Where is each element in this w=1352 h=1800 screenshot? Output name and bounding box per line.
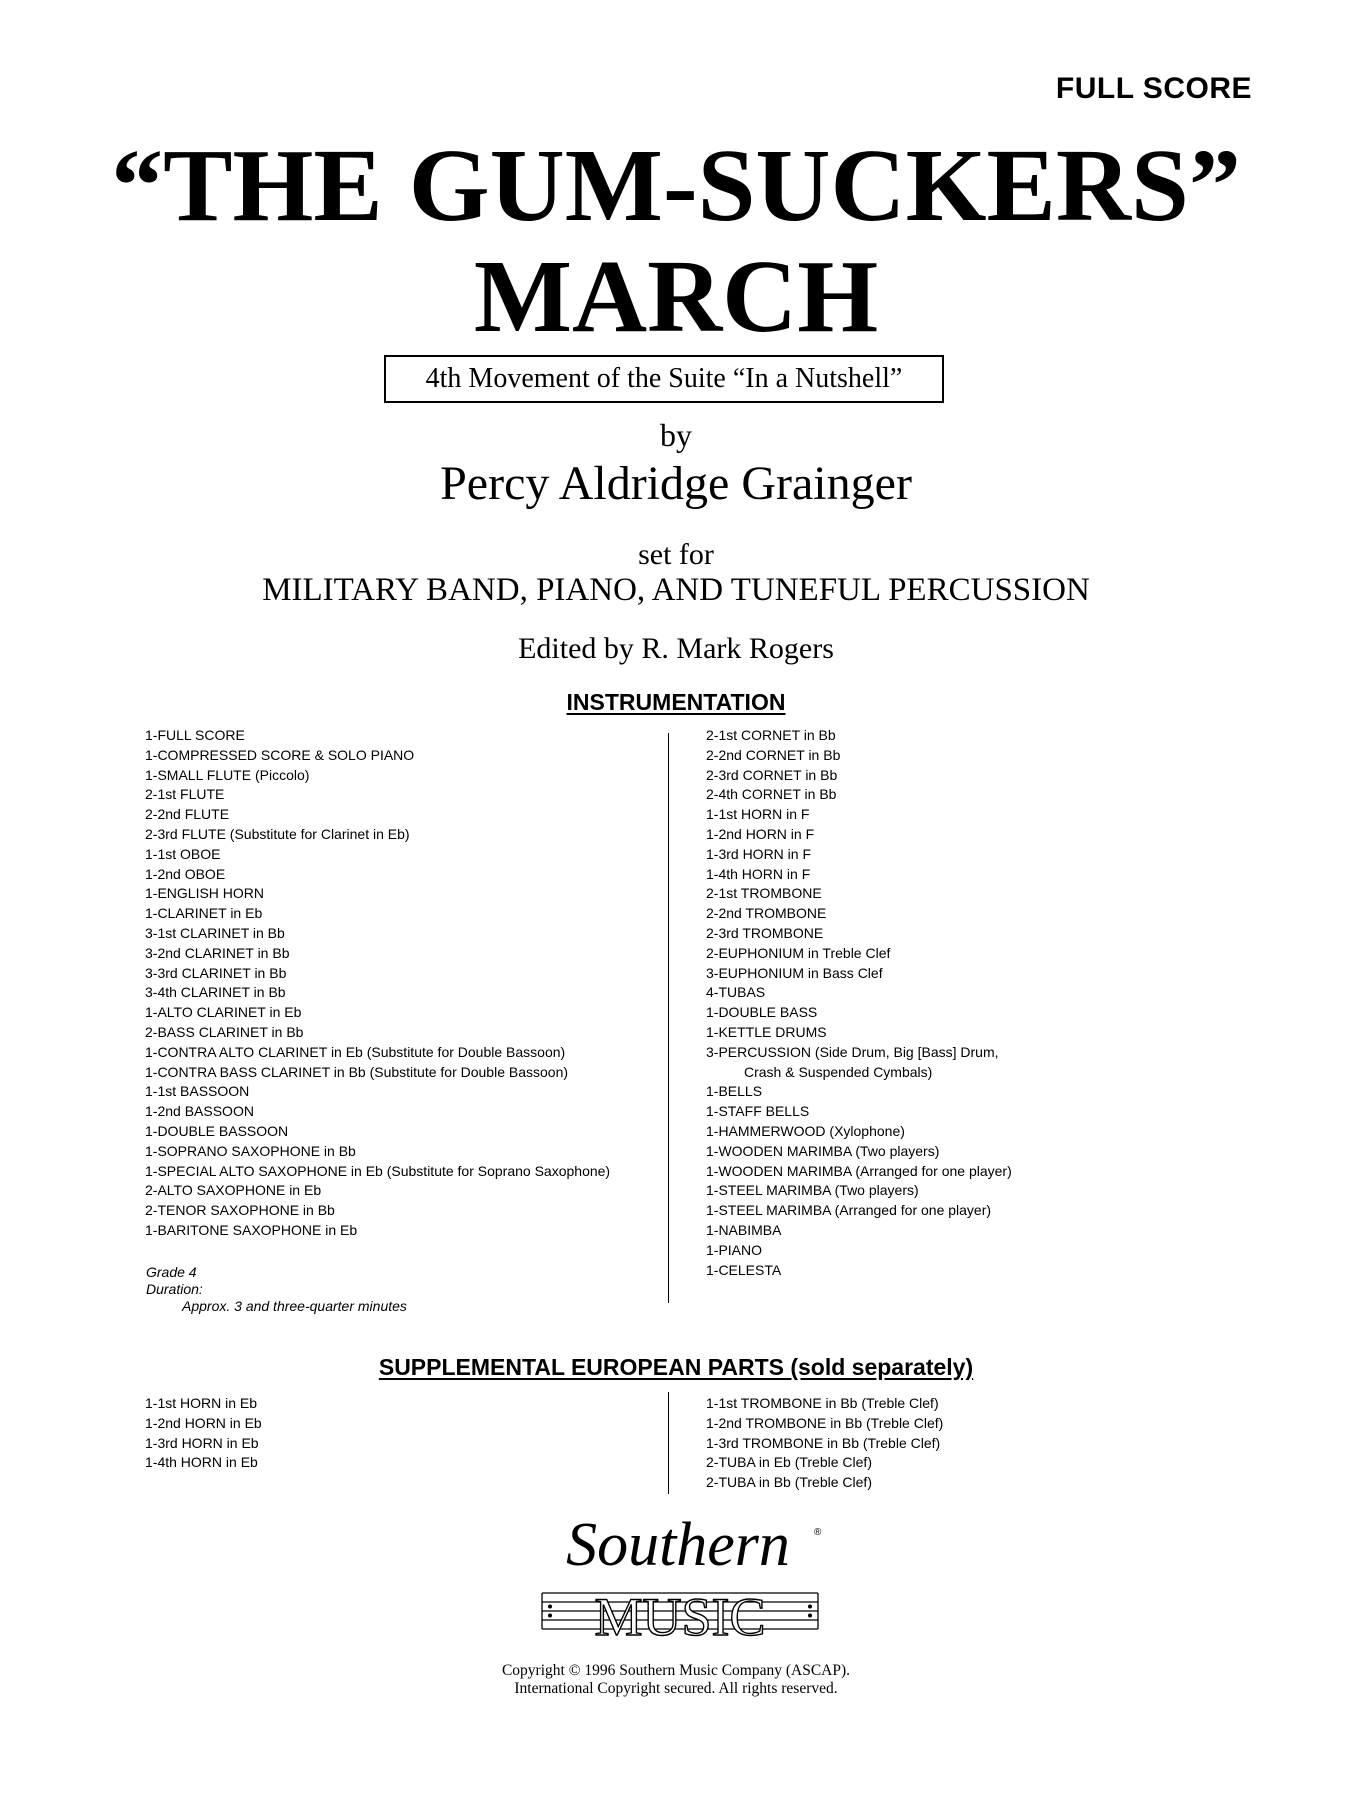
list-item: 1-3rd TROMBONE in Bb (Treble Clef) xyxy=(706,1434,941,1451)
list-item: 2-2nd TROMBONE xyxy=(706,905,827,922)
supplemental-left-column xyxy=(145,1394,262,1473)
list-item: 3-2nd CLARINET in Bb xyxy=(145,944,290,961)
list-item: 2-1st CORNET in Bb xyxy=(706,727,836,743)
title-line-1: “THE GUM-SUCKERS” xyxy=(111,128,1241,243)
logo-registered-mark: ® xyxy=(814,1527,822,1538)
set-for-text: set for xyxy=(638,538,714,571)
list-item: 1-1st OBOE xyxy=(145,845,221,862)
list-item: 1-BARITONE SAXOPHONE in Eb xyxy=(145,1221,358,1238)
list-item: 1-1st HORN in Eb xyxy=(145,1395,258,1411)
list-item: 1-CLARINET in Eb xyxy=(145,905,263,922)
list-item: 1-STEEL MARIMBA (Arranged for one player) xyxy=(706,1202,992,1219)
list-item: 1-HAMMERWOOD (Xylophone) xyxy=(706,1122,905,1139)
instrumentation-right-column xyxy=(706,726,1012,1280)
grade-info xyxy=(146,1264,407,1315)
list-item: 1-KETTLE DRUMS xyxy=(706,1023,827,1040)
ensemble-text: MILITARY BAND, PIANO, AND TUNEFUL PERCUSSION xyxy=(262,572,1090,608)
list-item: 1-SPECIAL ALTO SAXOPHONE in Eb (Substitute for Soprano Saxophone) xyxy=(145,1162,611,1179)
list-item: 2-3rd FLUTE (Substitute for Clarinet in Eb) xyxy=(145,825,410,842)
list-item: 2-3rd CORNET in Bb xyxy=(706,766,838,783)
supplemental-heading-text: SUPPLEMENTAL EUROPEAN PARTS (sold separately) xyxy=(378,1354,974,1380)
list-item: 1-WOODEN MARIMBA (Arranged for one player) xyxy=(706,1162,1012,1179)
list-item: 1-PIANO xyxy=(706,1241,763,1258)
list-item: 3-3rd CLARINET in Bb xyxy=(145,964,287,981)
list-item: 1-2nd HORN in Eb xyxy=(145,1414,262,1431)
list-item: 2-2nd FLUTE xyxy=(145,806,230,823)
list-item: 1-4th HORN in Eb xyxy=(145,1454,258,1471)
list-item: 1-SOPRANO SAXOPHONE in Bb xyxy=(145,1142,356,1159)
by-text: by xyxy=(660,417,692,453)
list-item: 1-STAFF BELLS xyxy=(706,1103,810,1120)
list-item: 1-1st TROMBONE in Bb (Treble Clef) xyxy=(706,1395,939,1411)
list-item: 2-2nd CORNET in Bb xyxy=(706,746,841,763)
list-item: 1-2nd BASSOON xyxy=(145,1103,254,1120)
list-item: 1-ALTO CLARINET in Eb xyxy=(145,1004,302,1021)
editor-credit: Edited by R. Mark Rogers xyxy=(518,632,834,665)
subtitle-box: 4th Movement of the Suite “In a Nutshell” xyxy=(384,355,944,403)
list-item: 1-DOUBLE BASS xyxy=(706,1004,818,1021)
list-item: 1-WOODEN MARIMBA (Two players) xyxy=(706,1142,940,1159)
composer-name: Percy Aldridge Grainger xyxy=(440,457,912,510)
list-item: 3-1st CLARINET in Bb xyxy=(145,924,285,941)
list-item: 1-2nd TROMBONE in Bb (Treble Clef) xyxy=(706,1414,944,1431)
full-score-label: FULL SCORE xyxy=(1055,72,1252,105)
copyright-notice xyxy=(0,1662,1352,1698)
list-item: 1-ENGLISH HORN xyxy=(145,885,265,902)
list-item: 1-FULL SCORE xyxy=(145,727,245,743)
list-item: 1-2nd HORN in F xyxy=(706,825,815,842)
instrumentation-left-column xyxy=(145,726,610,1241)
column-divider xyxy=(668,1392,669,1494)
supplemental-heading xyxy=(0,1354,1352,1381)
grade-level: Grade 4 xyxy=(146,1264,197,1280)
southern-music-logo xyxy=(530,1505,830,1655)
list-item: 1-DOUBLE BASSOON xyxy=(145,1122,289,1139)
list-item: 1-SMALL FLUTE (Piccolo) xyxy=(145,766,310,783)
list-item: 1-1st BASSOON xyxy=(145,1083,250,1100)
list-item: 1-4th HORN in F xyxy=(706,865,811,882)
instrumentation-heading-text: INSTRUMENTATION xyxy=(566,689,786,715)
list-item: 1-3rd HORN in Eb xyxy=(145,1434,259,1451)
list-item: 1-STEEL MARIMBA (Two players) xyxy=(706,1182,919,1199)
list-item: 2-TUBA in Eb (Treble Clef) xyxy=(706,1454,872,1471)
list-item: 2-EUPHONIUM in Treble Clef xyxy=(706,944,891,961)
list-item: 1-1st HORN in F xyxy=(706,806,810,823)
list-item: 1-CELESTA xyxy=(706,1261,782,1278)
copyright-line-1: Copyright © 1996 Southern Music Company (ASCAP). xyxy=(501,1662,851,1679)
list-item: 1-CONTRA ALTO CLARINET in Eb (Substitute for Double Bassoon) xyxy=(145,1043,566,1060)
list-item: 1-3rd HORN in F xyxy=(706,845,812,862)
list-item: 2-3rd TROMBONE xyxy=(706,924,824,941)
list-item: 3-PERCUSSION (Side Drum, Big [Bass] Drum, xyxy=(706,1043,999,1060)
copyright-line-2: International Copyright secured. All rights reserved. xyxy=(514,1680,838,1697)
column-divider xyxy=(668,733,669,1303)
list-item: Crash & Suspended Cymbals) xyxy=(744,1063,933,1080)
list-item: 1-CONTRA BASS CLARINET in Bb (Substitute for Double Bassoon) xyxy=(145,1063,569,1080)
supplemental-right-column xyxy=(706,1394,943,1493)
list-item: 4-TUBAS xyxy=(706,984,766,1001)
list-item: 1-NABIMBA xyxy=(706,1221,782,1238)
title-line-2: MARCH xyxy=(473,239,879,354)
list-item: 2-TENOR SAXOPHONE in Bb xyxy=(145,1202,335,1219)
list-item: 2-1st FLUTE xyxy=(145,786,225,803)
list-item: 1-2nd OBOE xyxy=(145,865,226,882)
list-item: 2-4th CORNET in Bb xyxy=(706,786,837,803)
list-item: 1-BELLS xyxy=(706,1083,763,1100)
list-item: 2-1st TROMBONE xyxy=(706,885,822,902)
logo-music-text: MUSIC xyxy=(594,1587,766,1647)
instrumentation-heading xyxy=(0,689,1352,716)
logo-southern-text: Southern xyxy=(566,1511,790,1579)
list-item: 3-4th CLARINET in Bb xyxy=(145,984,286,1001)
duration-label: Duration: xyxy=(146,1281,203,1297)
list-item: 2-TUBA in Bb (Treble Clef) xyxy=(706,1474,872,1491)
list-item: 1-COMPRESSED SCORE & SOLO PIANO xyxy=(145,746,415,763)
duration-value: Approx. 3 and three-quarter minutes xyxy=(182,1298,407,1314)
list-item: 2-ALTO SAXOPHONE in Eb xyxy=(145,1182,322,1199)
list-item: 2-BASS CLARINET in Bb xyxy=(145,1023,304,1040)
list-item: 3-EUPHONIUM in Bass Clef xyxy=(706,964,883,981)
